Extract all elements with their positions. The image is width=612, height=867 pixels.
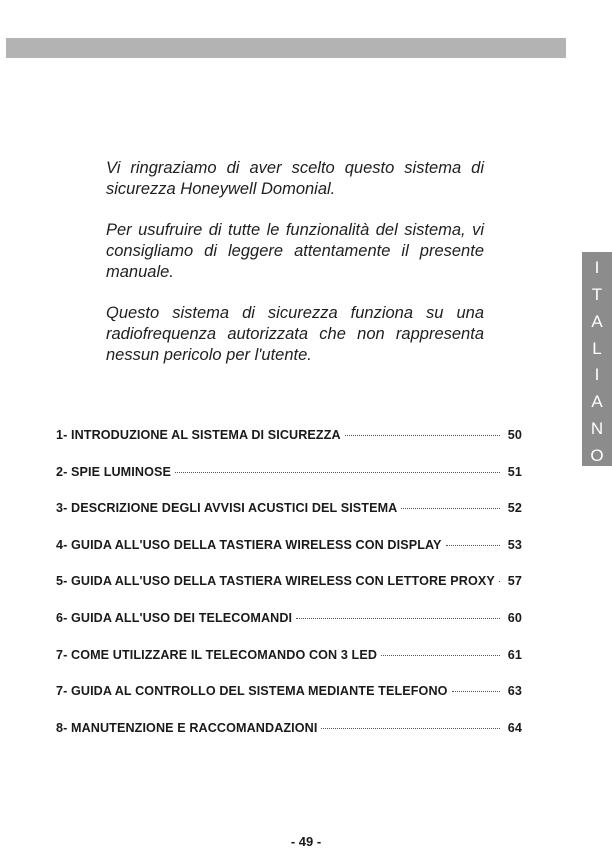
intro-paragraph: Vi ringraziamo di aver scelto questo sistema di sicurezza Honeywell Domonial.	[106, 159, 484, 198]
toc-entry-page: 61	[507, 647, 522, 662]
toc-entry-title: 3- DESCRIZIONE DEGLI AVVISI ACUSTICI DEL SISTEMA	[56, 501, 398, 516]
toc-leader-dots	[499, 581, 500, 582]
toc-leader-dots	[321, 728, 500, 729]
toc-entry[interactable]	[56, 538, 522, 575]
toc-entry-page: 57	[507, 574, 522, 589]
toc-entry-title: 7- COME UTILIZZARE IL TELECOMANDO CON 3 LED	[56, 647, 378, 662]
intro-text	[106, 158, 484, 386]
toc-leader-dots	[452, 691, 500, 692]
intro-paragraph: Per usufruire di tutte le funzionalità del sistema, vi consigliamo di leggere attentamente il presente manuale.	[106, 221, 484, 281]
language-tab-letter: O	[590, 445, 604, 465]
toc-entry[interactable]	[56, 574, 522, 611]
toc-leader-dots	[345, 435, 500, 436]
toc-entry[interactable]	[56, 684, 522, 721]
toc-entry-page: 63	[507, 684, 522, 699]
language-tab-letter: I	[594, 365, 600, 385]
toc-entry-title: 5- GUIDA ALL'USO DELLA TASTIERA WIRELESS CON LETTORE PROXY	[56, 574, 495, 589]
toc-entry-title: 8- MANUTENZIONE E RACCOMANDAZIONI	[56, 720, 318, 735]
toc-leader-dots	[296, 618, 500, 619]
toc-entry[interactable]	[56, 465, 522, 502]
table-of-contents	[56, 428, 522, 757]
toc-leader-dots	[175, 472, 500, 473]
language-tab-letter: L	[592, 338, 602, 358]
toc-entry-page: 53	[507, 537, 522, 552]
language-tab-letter: T	[591, 284, 603, 304]
language-tab-letter: I	[594, 258, 600, 277]
toc-entry-title: 4- GUIDA ALL'USO DELLA TASTIERA WIRELESS CON DISPLAY	[56, 537, 442, 552]
language-tab	[582, 252, 612, 466]
page-number: - 49 -	[290, 834, 322, 849]
toc-entry-page: 52	[507, 501, 522, 516]
header-bar	[6, 38, 566, 58]
toc-entry-page: 50	[507, 428, 522, 442]
language-tab-letter: N	[590, 419, 604, 439]
intro-paragraph: Questo sistema di sicurezza funziona su una radiofrequenza autorizzata che non rappresenta nessun pericolo per l'utente.	[106, 304, 484, 364]
toc-leader-dots	[446, 545, 500, 546]
language-tab-letter: A	[591, 311, 603, 331]
toc-leader-dots	[381, 655, 500, 656]
toc-entry[interactable]	[56, 428, 522, 465]
toc-entry[interactable]	[56, 611, 522, 648]
toc-entry-page: 64	[507, 720, 522, 735]
toc-entry-title: 6- GUIDA ALL'USO DEI TELECOMANDI	[56, 610, 293, 625]
toc-entry[interactable]	[56, 501, 522, 538]
toc-entry[interactable]	[56, 648, 522, 685]
toc-entry[interactable]	[56, 721, 522, 758]
toc-entry-title: 7- GUIDA AL CONTROLLO DEL SISTEMA MEDIANTE TELEFONO	[56, 684, 448, 699]
toc-entry-title: 2- SPIE LUMINOSE	[56, 464, 171, 479]
toc-entry-page: 60	[507, 610, 522, 625]
toc-leader-dots	[401, 508, 500, 509]
toc-entry-title: 1- INTRODUZIONE AL SISTEMA DI SICUREZZA	[56, 428, 341, 442]
language-tab-letter: A	[591, 392, 603, 412]
toc-entry-page: 51	[507, 464, 522, 479]
